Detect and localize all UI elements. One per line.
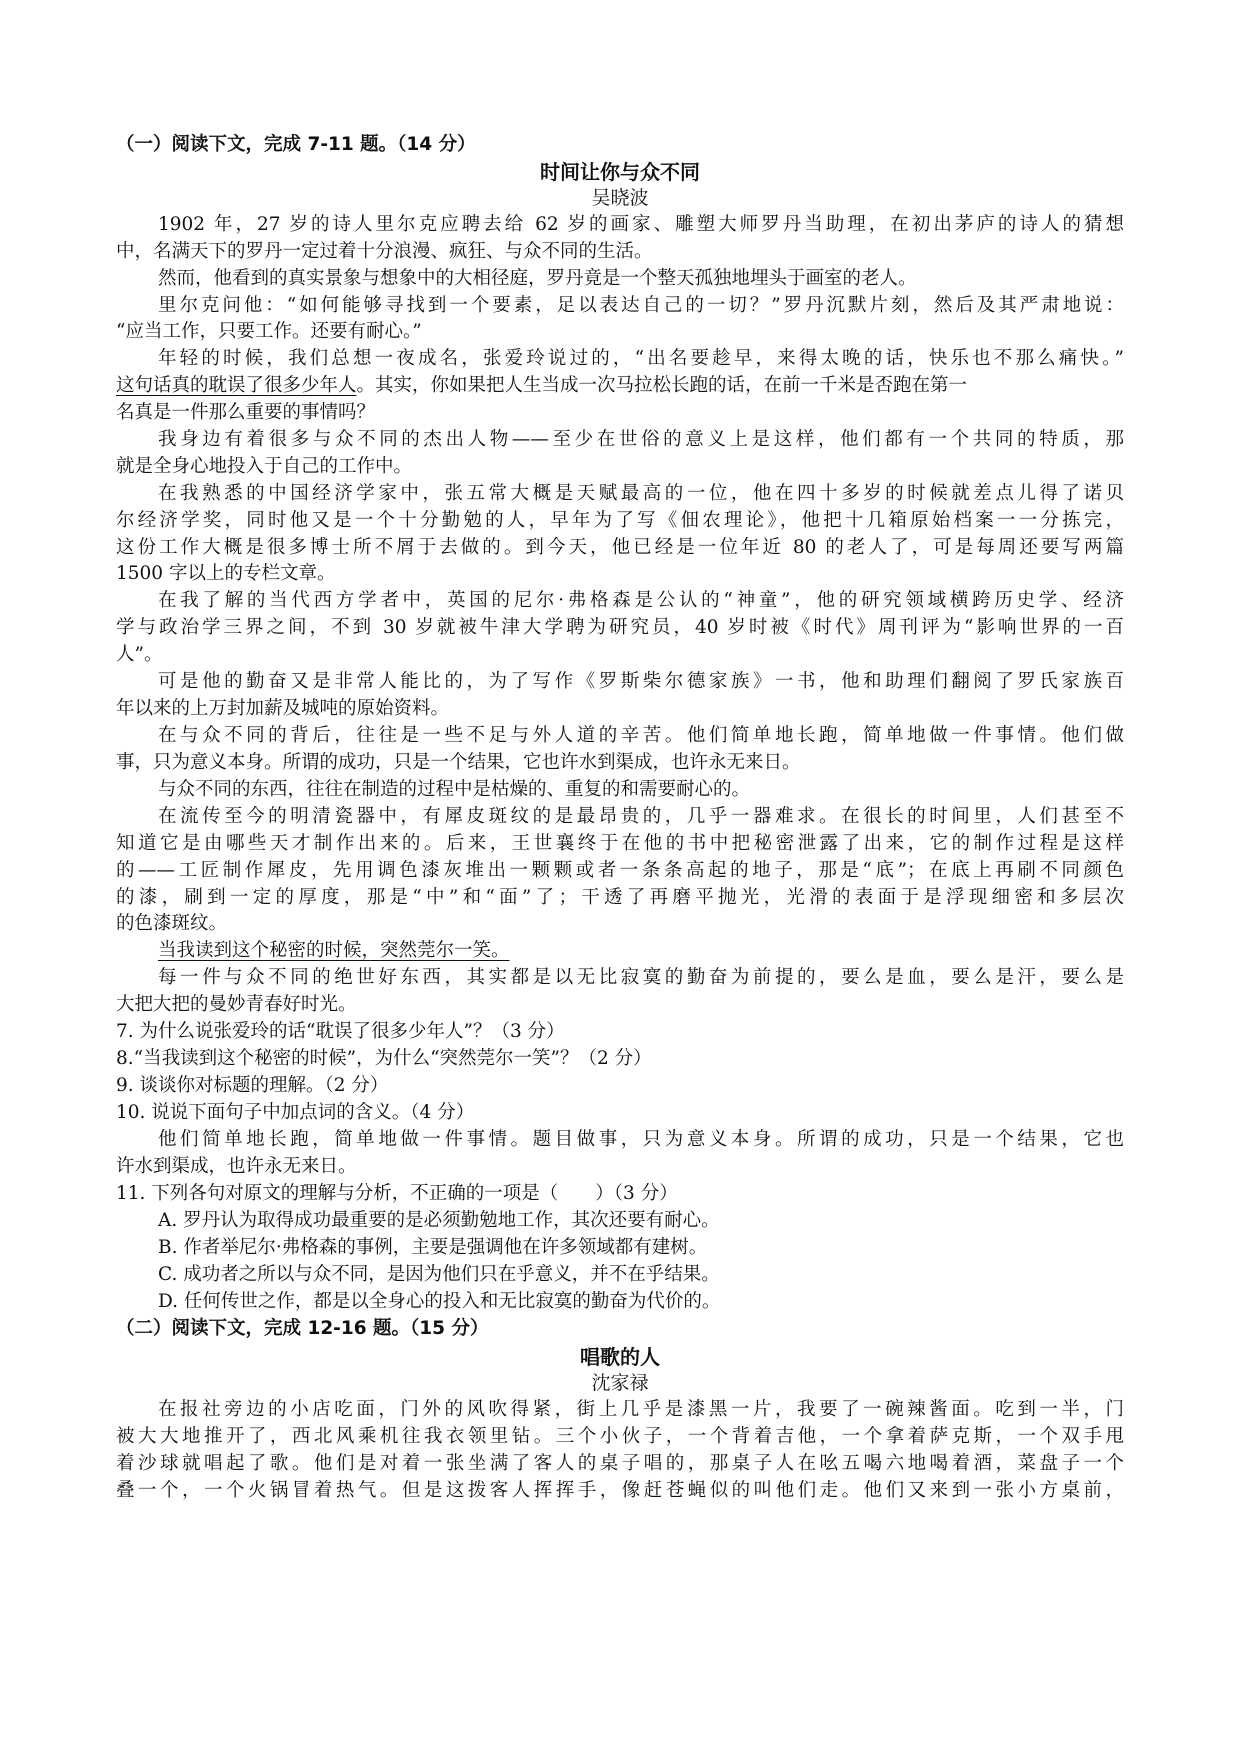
- option-a: A. 罗丹认为取得成功最重要的是必须勤勉地工作，其次还要有耐心。: [158, 1210, 720, 1231]
- paragraph-line: 年以来的上万封加薪及城吨的原始资料。: [116, 698, 450, 719]
- paragraph-line: 年轻的时候，我们总想一夜成名，张爱玲说过的，“出名要趁早，来得太晚的话，快乐也不那么痛快。”: [158, 348, 1124, 369]
- paragraph-line: 着沙球就唱起了歌。他们是对着一张坐满了客人的桌子唱的，那桌子人在吆五喝六地喝着酒，菜盘子一个: [116, 1453, 1124, 1474]
- paragraph-line: 在我熟悉的中国经济学家中，张五常大概是天赋最高的一位，他在四十多岁的时候就差点儿得了诺贝: [158, 483, 1124, 504]
- section-header: （一）阅读下文，完成 7-11 题。（14 分）: [116, 134, 476, 155]
- paragraph-line: 我身边有着很多与众不同的杰出人物——至少在世俗的意义上是这样，他们都有一个共同的特质，那: [158, 429, 1124, 450]
- article-title: 唱歌的人: [580, 1345, 660, 1369]
- paragraph-line: 然而，他看到的真实景象与想象中的大相径庭，罗丹竟是一个整天孤独地埋头于画室的老人。: [158, 268, 917, 289]
- paragraph-line: 这句话真的耽误了很多少年人。其实，你如果把人生当成一次马拉松长跑的话，在前一千米是否跑在第一: [116, 375, 968, 396]
- article-author: 沈家禄: [591, 1372, 649, 1394]
- paragraph-line: 里尔克问他：“如何能够寻找到一个要素，足以表达自己的一切？”罗丹沉默片刻，然后及其严肃地说：: [158, 295, 1124, 316]
- paragraph-line: 的色漆斑纹。: [116, 913, 228, 934]
- option-d: D. 任何传世之作，都是以全身心的投入和无比寂寞的勤奋为代价的。: [158, 1291, 721, 1312]
- paragraph-line: 在我了解的当代西方学者中，英国的尼尔·弗格森是公认的“神童”，他的研究领域横跨历史学、经济: [158, 590, 1124, 611]
- article-title: 时间让你与众不同: [540, 160, 700, 184]
- paragraph-line: 与众不同的东西，往往在制造的过程中是枯燥的、重复的和需要耐心的。: [158, 779, 751, 800]
- paragraph-line: 的——工匠制作犀皮，先用调色漆灰堆出一颗颗或者一条条高起的地子，那是“底”；在底上再刷不同颜色: [116, 860, 1124, 881]
- paragraph-line: 可是他的勤奋又是非常人能比的，为了写作《罗斯柴尔德家族》一书，他和助理们翻阅了罗氏家族百: [158, 671, 1124, 692]
- section-header: （二）阅读下文，完成 12-16 题。（15 分）: [116, 1318, 489, 1339]
- article-author: 吴晓波: [591, 187, 649, 209]
- paragraph-line: 名真是一件那么重要的事情吗？: [116, 402, 376, 423]
- paragraph-line: 中，名满天下的罗丹一定过着十分浪漫、疯狂、与众不同的生活。: [116, 241, 653, 262]
- paragraph-line: 事，只为意义本身。所谓的成功，只是一个结果，它也许水到渠成，也许永无来日。: [116, 752, 801, 773]
- option-c: C. 成功者之所以与众不同，是因为他们只在乎意义，并不在乎结果。: [158, 1264, 720, 1285]
- paragraph-line: 在报社旁边的小店吃面，门外的风吹得紧，街上几乎是漆黑一片，我要了一碗辣酱面。吃到一半，门: [158, 1399, 1124, 1420]
- paragraph-line: 在与众不同的背后，往往是一些不足与外人道的辛苦。他们简单地长跑，简单地做一件事情。他们做: [158, 725, 1124, 746]
- paragraph-line: 1500 字以上的专栏文章。: [116, 563, 336, 584]
- underlined-sentence: 当我读到这个秘密的时候，突然莞尔一笑。: [158, 940, 510, 961]
- question-10-quote: 他们简单地长跑，简单地做一件事情。题目做事，只为意义本身。所谓的成功，只是一个结果，它也: [158, 1129, 1124, 1150]
- paragraph-line: 1902 年，27 岁的诗人里尔克应聘去给 62 岁的画家、雕塑大师罗丹当助理，在初出茅庐的诗人的猜想: [158, 214, 1124, 235]
- option-b: B. 作者举尼尔·弗格森的事例，主要是强调他在许多领域都有建树。: [158, 1237, 708, 1258]
- paragraph-line: “应当工作，只要工作。还要有耐心。”: [116, 321, 422, 342]
- paragraph-line: 在流传至今的明清瓷器中，有犀皮斑纹的是最昂贵的，几乎一器难求。在很长的时间里，人们甚至不: [158, 806, 1124, 827]
- paragraph-line: 被大大地推开了，西北风乘机往我衣领里钻。三个小伙子，一个背着吉他，一个拿着萨克斯，一个双手甩: [116, 1426, 1124, 1447]
- paragraph-line: 尔经济学奖，同时他又是一个十分勤勉的人，早年为了写《佃农理论》，他把十几箱原始档案一一分拣完，: [116, 510, 1124, 531]
- question-8: 8.“当我读到这个秘密的时候”，为什么“突然莞尔一笑”？（2 分）: [116, 1048, 652, 1069]
- question-10: 10. 说说下面句子中加点词的含义。（4 分）: [116, 1102, 475, 1123]
- paragraph-line: 这份工作大概是很多博士所不屑于去做的。到今天，他已经是一位年近 80 的老人了，可是每周还要写两篇: [116, 537, 1124, 558]
- underlined-sentence: 这句话真的耽误了很多少年人: [116, 375, 357, 396]
- paragraph-line: 的漆，刷到一定的厚度，那是“中”和“面”了；干透了再磨平抛光，光滑的表面于是浮现细密和多层次: [116, 887, 1124, 908]
- question-11: 11. 下列各句对原文的理解与分析，不正确的一项是（ ）（3 分）: [116, 1183, 678, 1204]
- paragraph-line: 知道它是由哪些天才制作出来的。后来，王世襄终于在他的书中把秘密泄露了出来，它的制作过程是这样: [116, 833, 1124, 854]
- paragraph-line: 就是全身心地投入于自己的工作中。: [116, 456, 413, 477]
- paragraph-line: 大把大把的曼妙青春好时光。: [116, 994, 357, 1015]
- paragraph-line: 叠一个，一个火锅冒着热气。但是这拨客人挥挥手，像赶苍蝇似的叫他们走。他们又来到一张小方桌前，: [116, 1480, 1124, 1501]
- question-10-quote: 许水到渠成，也许永无来日。: [116, 1156, 357, 1177]
- paragraph-line: 人”。: [116, 644, 163, 665]
- question-7: 7. 为什么说张爱玲的话“耽误了很多少年人”？（3 分）: [116, 1021, 565, 1042]
- paragraph-line: 学与政治学三界之间，不到 30 岁就被牛津大学聘为研究员，40 岁时被《时代》周刊评为“影响世界的一百: [116, 617, 1124, 638]
- question-9: 9. 谈谈你对标题的理解。（2 分）: [116, 1075, 389, 1096]
- paragraph-line: 每一件与众不同的绝世好东西，其实都是以无比寂寞的勤奋为前提的，要么是血，要么是汗，要么是: [158, 967, 1124, 988]
